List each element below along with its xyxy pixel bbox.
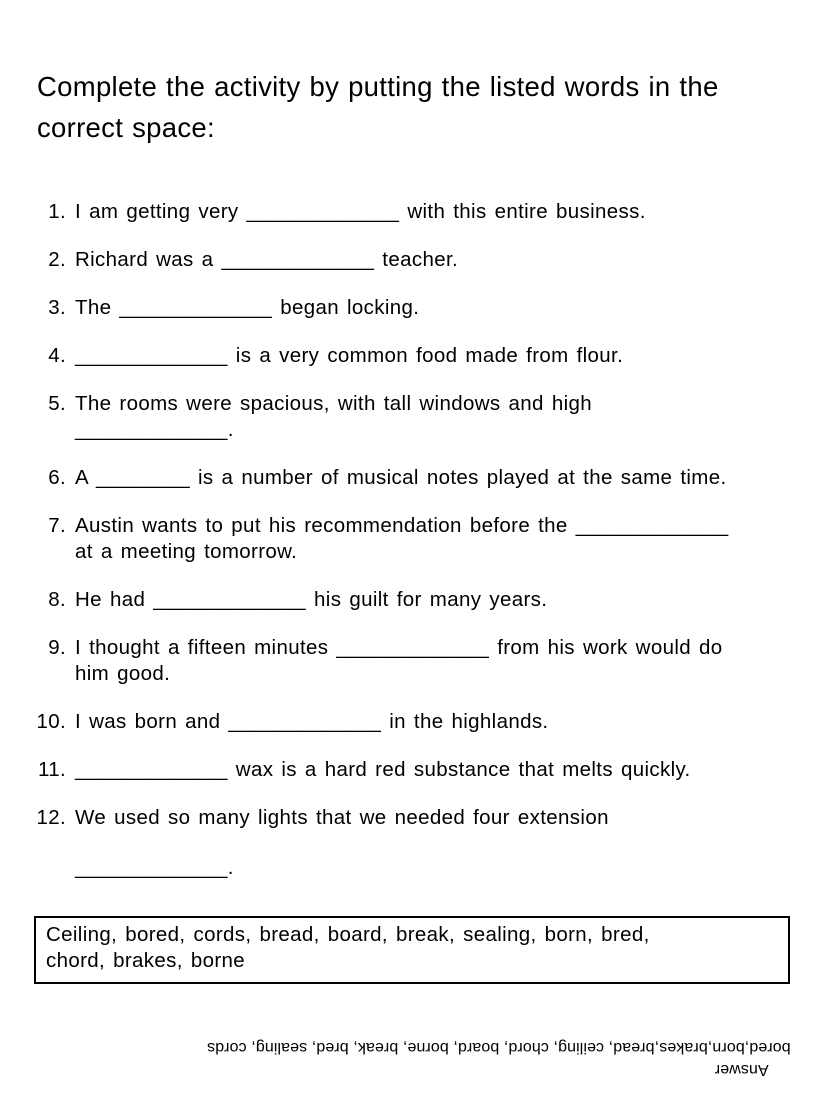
item-number: 1. bbox=[48, 200, 66, 223]
item-text-line: him good. bbox=[75, 662, 171, 685]
item-text bbox=[75, 587, 808, 613]
page-title-line: correct space: bbox=[37, 112, 215, 143]
item-text-line: He had _____________ his guilt for many years. bbox=[75, 588, 548, 611]
item-text bbox=[75, 805, 808, 881]
answer-key-label: Answer bbox=[715, 1061, 769, 1078]
item-text bbox=[75, 757, 808, 783]
word-bank-line: Ceiling, bored, cords, bread, board, break, sealing, born, bred, bbox=[46, 923, 650, 946]
item-text-line: at a meeting tomorrow. bbox=[75, 540, 298, 563]
item-text bbox=[75, 391, 808, 443]
item-number: 3. bbox=[48, 296, 66, 319]
item-text-line: I am getting very _____________ with this entire business. bbox=[75, 200, 646, 223]
word-bank-box bbox=[34, 916, 790, 984]
item-text-line: _____________ wax is a hard red substance that melts quickly. bbox=[75, 758, 691, 781]
item-text bbox=[75, 465, 808, 491]
worksheet-item bbox=[30, 757, 808, 783]
items-list bbox=[30, 199, 808, 903]
worksheet-item bbox=[30, 587, 808, 613]
answer-key-text: bored,born,brakes,bread, ceiling, chord, board, borne, break, bred, sealing, cords bbox=[207, 1039, 791, 1056]
worksheet-item bbox=[30, 199, 808, 225]
item-text-line: A ________ is a number of musical notes played at the same time. bbox=[75, 466, 727, 489]
item-number: 2. bbox=[48, 248, 66, 271]
item-text-line: The rooms were spacious, with tall windows and high bbox=[75, 392, 592, 415]
word-bank-line: chord, brakes, borne bbox=[46, 949, 246, 972]
item-number: 8. bbox=[48, 588, 66, 611]
item-number: 9. bbox=[48, 636, 66, 659]
worksheet-item bbox=[30, 635, 808, 687]
item-number: 5. bbox=[48, 392, 66, 415]
worksheet-item bbox=[30, 247, 808, 273]
item-number: 6. bbox=[48, 466, 66, 489]
answer-key bbox=[207, 1036, 791, 1080]
item-text-line: _____________. bbox=[75, 418, 234, 441]
worksheet-item bbox=[30, 391, 808, 443]
item-text bbox=[75, 343, 808, 369]
page-title bbox=[37, 66, 719, 148]
item-text bbox=[75, 295, 808, 321]
item-number: 12. bbox=[36, 806, 66, 829]
page-title-line: Complete the activity by putting the listed words in the bbox=[37, 71, 719, 102]
worksheet-item bbox=[30, 805, 808, 881]
worksheet-item bbox=[30, 709, 808, 735]
item-text bbox=[75, 709, 808, 735]
item-text-line: I was born and _____________ in the highlands. bbox=[75, 710, 549, 733]
item-number: 11. bbox=[37, 758, 66, 781]
worksheet-item bbox=[30, 295, 808, 321]
item-number: 7. bbox=[48, 514, 66, 537]
item-number: 4. bbox=[48, 344, 66, 367]
item-text bbox=[75, 513, 808, 565]
worksheet-item bbox=[30, 465, 808, 491]
item-text bbox=[75, 635, 808, 687]
item-text-line: We used so many lights that we needed four extension bbox=[75, 806, 609, 829]
worksheet-item bbox=[30, 343, 808, 369]
item-text-line: _____________ is a very common food made from flour. bbox=[75, 344, 624, 367]
item-text-line: Richard was a _____________ teacher. bbox=[75, 248, 459, 271]
item-number: 10. bbox=[36, 710, 66, 733]
item-text-line: _____________. bbox=[75, 856, 234, 879]
item-text-line: Austin wants to put his recommendation before the _____________ bbox=[75, 514, 729, 537]
item-text bbox=[75, 247, 808, 273]
item-text-line: The _____________ began locking. bbox=[75, 296, 420, 319]
item-text-line: I thought a fifteen minutes _____________ from his work would do bbox=[75, 636, 723, 659]
worksheet-item bbox=[30, 513, 808, 565]
item-text bbox=[75, 199, 808, 225]
